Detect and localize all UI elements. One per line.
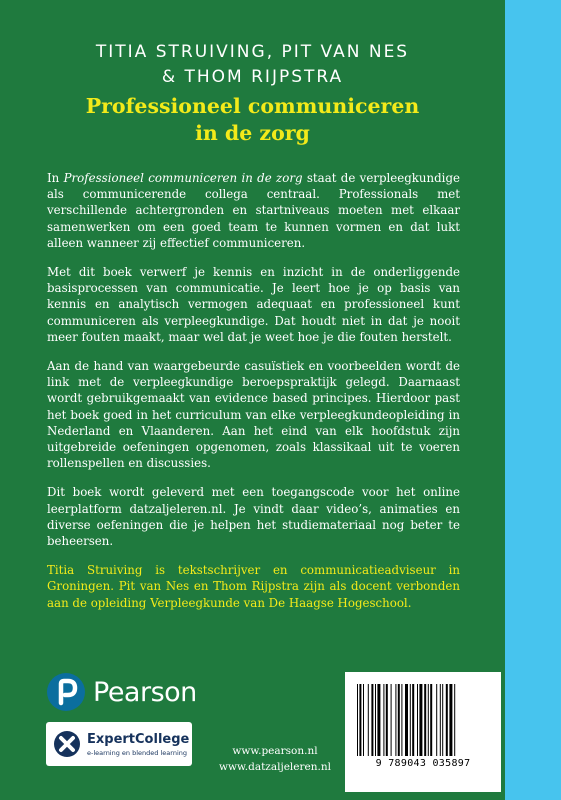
blurb-paragraph-3: Aan de hand van waargebeurde casuïstiek en voorbeelden wordt de link met de verpleegkundige beroepspraktijk gelegd. Daarnaast wordt gebruikgemaakt van evidence based principes. Hierdoor past het boek goed in het curriculum van elke verpleegkundeopleiding in Nederland en Vlaanderen. Aan het eind van elk hoofdstuk zijn uitgebreide oefeningen opgenomen, zoals klassikaal uit te voeren rollenspellen en discussies. [47,359,460,471]
expertcollege-logo [46,722,192,766]
barcode-bar [417,684,418,756]
barcode-bar [383,684,384,756]
about-authors: Titia Struiving is tekstschrijver en communicatieadviseur in Groningen. Pit van Nes en Thom Rijpstra zijn als docent verbonden aan de opleiding Verpleegkunde van De Haagse Hogeschool. [47,563,460,610]
blurb-p1-title-italic: Professioneel communiceren in de zorg [63,171,303,185]
barcode-bar [391,684,392,756]
pearson-p-logo-icon [46,672,86,712]
barcode-bar [410,684,411,756]
barcode-bar [446,684,448,756]
barcode-bar [405,684,408,756]
barcode-bar [386,684,388,756]
partner-tagline: e-learning en blended learning [87,748,187,757]
authors-line-1: TITIA STRUIVING, PIT VAN NES [95,42,410,62]
blurb-p1-intro: In [47,171,64,185]
barcode-bar [419,684,422,756]
barcode-bar [449,684,452,756]
blurb-paragraph-1 [47,170,460,251]
barcode-bar [368,684,369,756]
isbn-barcode [345,672,501,792]
book-title [0,93,505,147]
datzaljeleren-url[interactable]: www.datzaljeleren.nl [219,761,331,773]
publisher-name: Pearson [93,676,197,708]
barcode-bar [395,684,396,756]
barcode-bar [398,684,400,756]
blurb-paragraph-2: Met dit boek verwerf je kennis en inzicht in de onderliggende basisprocessen van communicatie. Je leert hoe je op basis van kennis en analytisch vermogen adequaat en professioneel kunt communiceren als verpleegkundige. Dat houdt niet in dat je nooit meer fouten maakt, maar wel dat je weet hoe je die fouten herstelt. [47,265,460,344]
barcode-bar [430,684,432,756]
blurb [47,170,460,624]
expertcollege-x-logo-icon [52,729,82,759]
barcode-bar [454,684,455,756]
barcode-bar [371,684,373,756]
barcode-bar [440,684,441,756]
title-line-1: Professioneel communiceren [85,94,420,118]
pearson-url[interactable]: www.pearson.nl [232,745,318,757]
barcode-bar [424,684,426,756]
barcode-bar [375,684,376,756]
blurb-paragraph-4: Dit boek wordt geleverd met een toegangscode voor het online leerplatform datzaljeleren.nl. Je vindt daar video’s, animaties en diverse oefeningen die je helpen het studiemateriaal nog beter te beheersen. [47,485,460,549]
title-line-2: in de zorg [195,121,310,145]
cover-spine [505,0,561,800]
barcode-bar [363,684,364,756]
barcode-bar [428,684,429,756]
barcode-bar [436,684,437,756]
blurb-p1-rest: staat de verpleegkundige als communicerende collega centraal. Professionals met verschillende achtergronden en startniveaus moeten met elkaar samenwerken om een goed team te kunnen vormen en dat lukt alleen wanneer zij effectief communiceren. [47,171,460,250]
barcode-bar [357,684,358,756]
isbn-number: 9 789043 035897 [375,758,471,769]
barcode-bar [412,684,414,756]
barcode-bars [357,684,489,756]
authors-line-2: & THOM RIJPSTRA [161,67,344,87]
barcode-bar [442,684,443,756]
pearson-logo [46,670,197,714]
authors [0,40,505,90]
partner-name: ExpertCollege [87,731,190,747]
barcode-bar [377,684,380,756]
website-links [215,743,335,775]
expertcollege-text [87,732,189,757]
barcode-bar [359,684,361,756]
barcode-bar [401,684,402,756]
